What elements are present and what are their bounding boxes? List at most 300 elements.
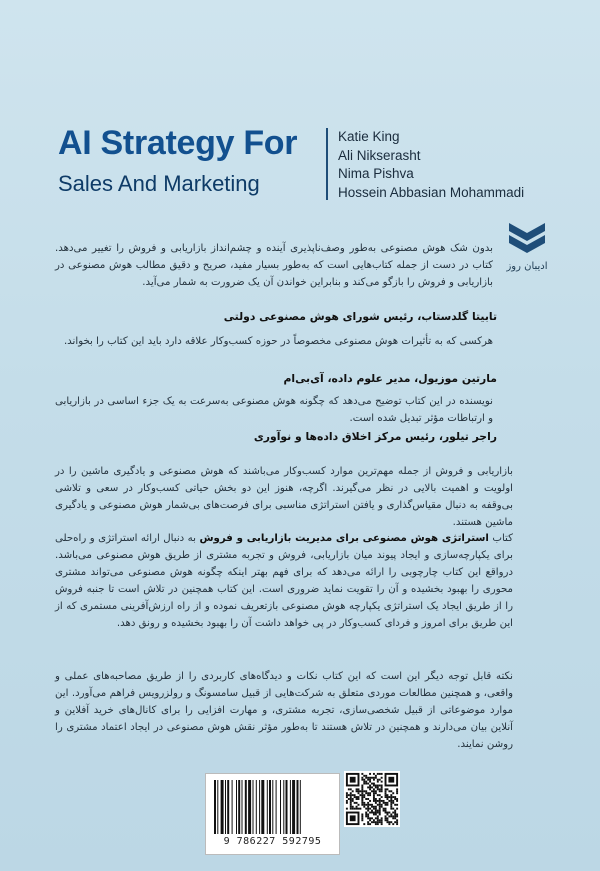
- qr-module: [379, 794, 381, 796]
- qr-module: [356, 806, 358, 808]
- qr-module: [390, 796, 392, 798]
- qr-module: [388, 796, 390, 798]
- qr-module: [375, 812, 377, 814]
- qr-module: [377, 821, 379, 823]
- qr-module: [381, 777, 383, 779]
- qr-module: [396, 788, 398, 790]
- qr-module: [375, 810, 377, 812]
- qr-module: [354, 796, 356, 798]
- qr-module: [388, 815, 390, 817]
- qr-module: [381, 823, 383, 825]
- qr-module: [373, 808, 375, 810]
- barcode-bar: [297, 780, 299, 834]
- qr-module: [361, 794, 363, 796]
- qr-module: [367, 777, 369, 779]
- qr-module: [392, 812, 394, 814]
- qr-module: [390, 800, 392, 802]
- qr-module: [358, 796, 360, 798]
- qr-module: [388, 821, 390, 823]
- qr-module: [369, 786, 371, 788]
- qr-module: [373, 794, 375, 796]
- quote-author: تابیتا گلدستاب، رئیس شورای هوش مصنوعی دولتی: [223, 310, 497, 323]
- qr-module: [354, 808, 356, 810]
- qr-module: [371, 806, 373, 808]
- qr-module: [383, 808, 385, 810]
- qr-module: [354, 802, 356, 804]
- qr-module: [356, 788, 358, 790]
- qr-module: [352, 790, 354, 792]
- qr-module: [363, 790, 365, 792]
- qr-module: [352, 808, 354, 810]
- qr-module: [369, 800, 371, 802]
- qr-module: [385, 810, 387, 812]
- qr-module: [375, 808, 377, 810]
- qr-module: [386, 798, 388, 800]
- qr-module: [377, 779, 379, 781]
- qr-module: [377, 773, 379, 775]
- quote-author: راجر تیلور، رئیس مرکز اخلاق داده‌ها و نوآوری: [253, 430, 497, 443]
- barcode-bar: [300, 780, 301, 834]
- qr-module: [346, 796, 348, 798]
- qr-module: [386, 813, 388, 815]
- qr-module: [377, 788, 379, 790]
- qr-module: [381, 819, 383, 821]
- qr-module: [388, 777, 394, 783]
- qr-module: [358, 788, 360, 790]
- qr-module: [388, 812, 390, 814]
- qr-module: [386, 804, 388, 806]
- qr-module: [358, 804, 360, 806]
- quote-author: مارتین موزیول، مدیر علوم داده، آی‌بی‌ام: [283, 372, 497, 385]
- qr-module: [356, 790, 358, 792]
- qr-module: [375, 817, 377, 819]
- qr-module: [346, 808, 348, 810]
- qr-module: [396, 819, 398, 821]
- qr-module: [361, 792, 363, 794]
- qr-module: [381, 785, 383, 787]
- barcode-bar: [269, 780, 271, 834]
- qr-module: [367, 815, 369, 817]
- qr-module: [385, 788, 387, 790]
- qr-module: [361, 813, 363, 815]
- qr-module: [363, 796, 365, 798]
- qr-module: [371, 804, 373, 806]
- qr-module: [367, 798, 369, 800]
- qr-module: [385, 812, 387, 814]
- qr-module: [388, 800, 390, 802]
- qr-module: [379, 790, 381, 792]
- qr-module: [385, 815, 387, 817]
- qr-module: [379, 779, 381, 781]
- barcode-bar: [253, 780, 254, 834]
- qr-module: [363, 783, 365, 785]
- body-paragraph: بازاریابی و فروش از جمله مهم‌ترین موارد کسب‌وکار می‌باشند که هوش مصنوعی و یادگیری ماشین را در اولویت و اهمیت بالایی در نظر می‌گیرند. اگرچه، هنوز این دو بخش حیاتی کسب‌وکار در سعی و تلاشی بی‌وقفه به دنبال مقیاس‌گذاری و یافتن استراتژی مناسبی برای فرصت‌های بی‌شمار هوش مصنوعی و یادگیری ماشین هستند.: [55, 466, 513, 528]
- qr-module: [379, 808, 381, 810]
- qr-module: [369, 794, 371, 796]
- qr-module: [369, 819, 371, 821]
- qr-module: [350, 808, 352, 810]
- qr-module: [392, 800, 394, 802]
- qr-module: [383, 800, 385, 802]
- qr-module: [371, 777, 373, 779]
- qr-module: [396, 800, 398, 802]
- qr-module: [350, 804, 352, 806]
- qr-module: [350, 800, 352, 802]
- qr-module: [367, 813, 369, 815]
- qr-module: [367, 786, 369, 788]
- qr-module: [394, 812, 396, 814]
- barcode-bar: [256, 780, 257, 834]
- qr-module: [394, 798, 396, 800]
- qr-module: [356, 802, 358, 804]
- qr-module: [350, 806, 352, 808]
- qr-module: [350, 792, 352, 794]
- qr-module: [375, 775, 377, 777]
- qr-module: [375, 798, 377, 800]
- qr-module: [373, 800, 375, 802]
- qr-module: [375, 806, 377, 808]
- qr-module: [365, 783, 367, 785]
- qr-module: [390, 794, 392, 796]
- qr-module: [381, 806, 383, 808]
- qr-module: [377, 785, 379, 787]
- qr-module: [375, 790, 377, 792]
- qr-module: [363, 775, 365, 777]
- qr-module: [375, 823, 377, 825]
- qr-module: [369, 781, 371, 783]
- book-title-persian: استراتژی هوش مصنوعی برای مدیریت بازاریابی و فروش: [199, 533, 489, 544]
- qr-module: [346, 800, 348, 802]
- qr-module: [394, 813, 396, 815]
- qr-module: [369, 788, 371, 790]
- qr-module: [377, 804, 379, 806]
- qr-module: [365, 808, 367, 810]
- qr-module: [390, 798, 392, 800]
- barcode-bar: [259, 780, 260, 834]
- qr-module: [379, 813, 381, 815]
- qr-module: [394, 804, 396, 806]
- qr-module: [367, 779, 369, 781]
- qr-module: [361, 773, 363, 775]
- qr-module: [352, 806, 354, 808]
- qr-module: [396, 792, 398, 794]
- barcode-bar: [238, 780, 240, 834]
- qr-module: [396, 808, 398, 810]
- qr-module: [385, 819, 387, 821]
- qr-module: [379, 821, 381, 823]
- barcode-bar: [221, 780, 224, 834]
- qr-module: [367, 804, 369, 806]
- qr-module: [375, 813, 377, 815]
- qr-module: [381, 781, 383, 783]
- qr-module: [361, 817, 363, 819]
- qr-module: [371, 821, 373, 823]
- qr-module: [369, 808, 371, 810]
- qr-module: [361, 815, 363, 817]
- qr-module: [369, 785, 371, 787]
- qr-module: [371, 786, 373, 788]
- qr-module: [373, 788, 375, 790]
- qr-module: [371, 790, 373, 792]
- barcode-bar: [225, 780, 226, 834]
- qr-module: [386, 796, 388, 798]
- isbn-number: 9 786227 592795: [223, 836, 322, 847]
- qr-module: [394, 817, 396, 819]
- qr-module: [361, 785, 363, 787]
- title-block: [58, 124, 297, 197]
- qr-module: [369, 804, 371, 806]
- qr-module: [377, 786, 379, 788]
- qr-module: [363, 794, 365, 796]
- intro-paragraph: بدون شک هوش مصنوعی به‌طور وصف‌ناپذیری آینده و چشم‌انداز بازاریابی و فروش را تغییر می‌دهد. کتاب در دست از جمله کتاب‌هایی است که به‌طور بسیار مفید، صریح و دقیق مطالب هوش مصنوعی در بازاریابی و فروش را بازگو می‌کند و بنابراین خواندن آن یک ضرورت به شمار می‌آید.: [55, 243, 493, 288]
- qr-module: [377, 823, 379, 825]
- qr-module: [396, 821, 398, 823]
- qr-module: [363, 806, 365, 808]
- barcode-bar: [261, 780, 264, 834]
- barcode-bar: [276, 780, 277, 834]
- qr-module: [379, 798, 381, 800]
- barcode-bar: [245, 780, 247, 834]
- qr-module: [371, 783, 373, 785]
- qr-module: [385, 792, 387, 794]
- qr-module: [365, 777, 367, 779]
- qr-module: [361, 786, 363, 788]
- qr-module: [361, 796, 363, 798]
- qr-module: [390, 808, 392, 810]
- qr-module: [346, 792, 348, 794]
- author-list: [338, 128, 524, 202]
- qr-module: [386, 821, 388, 823]
- qr-module: [356, 796, 358, 798]
- qr-module: [363, 779, 365, 781]
- qr-module: [365, 812, 367, 814]
- author-name: Ali Nikserasht: [338, 147, 421, 163]
- qr-module: [373, 785, 375, 787]
- qr-module: [358, 798, 360, 800]
- barcode-bar: [272, 780, 273, 834]
- qr-module: [377, 815, 379, 817]
- qr-module: [358, 808, 360, 810]
- qr-module: [356, 798, 358, 800]
- qr-module: [373, 792, 375, 794]
- qr-module: [367, 823, 369, 825]
- qr-module: [396, 813, 398, 815]
- qr-module: [377, 781, 379, 783]
- qr-module: [361, 800, 363, 802]
- qr-module: [373, 796, 375, 798]
- qr-module: [358, 792, 360, 794]
- qr-module: [390, 815, 392, 817]
- qr-module: [394, 821, 396, 823]
- qr-module: [361, 779, 363, 781]
- qr-module: [379, 785, 381, 787]
- qr-module: [371, 817, 373, 819]
- qr-module: [367, 806, 369, 808]
- title-divider: [326, 128, 328, 200]
- barcode-bar: [248, 780, 251, 834]
- qr-module: [361, 804, 363, 806]
- qr-module: [379, 810, 381, 812]
- qr-module: [390, 804, 392, 806]
- qr-module: [373, 779, 375, 781]
- qr-module: [392, 808, 394, 810]
- qr-module: [363, 802, 365, 804]
- qr-module: [361, 802, 363, 804]
- qr-module: [373, 806, 375, 808]
- qr-module: [373, 777, 375, 779]
- qr-module: [369, 817, 371, 819]
- qr-module: [377, 794, 379, 796]
- qr-code: [344, 771, 400, 827]
- qr-module: [379, 773, 381, 775]
- barcode-bar: [286, 780, 288, 834]
- qr-module: [375, 821, 377, 823]
- qr-module: [350, 777, 356, 783]
- qr-module: [392, 823, 394, 825]
- qr-module: [390, 806, 392, 808]
- qr-module: [394, 815, 396, 817]
- publisher-logo: [492, 215, 562, 285]
- qr-module: [386, 817, 388, 819]
- qr-module: [388, 790, 390, 792]
- barcode-bar: [227, 780, 229, 834]
- qr-module: [375, 785, 377, 787]
- qr-module: [352, 794, 354, 796]
- qr-module: [381, 804, 383, 806]
- qr-module: [385, 802, 387, 804]
- qr-module: [390, 802, 392, 804]
- author-name: Hossein Abbasian Mohammadi: [338, 184, 525, 200]
- qr-module: [367, 817, 369, 819]
- qr-module: [375, 777, 377, 779]
- author-name: Katie King: [338, 129, 400, 144]
- qr-module: [377, 819, 379, 821]
- qr-module: [369, 823, 371, 825]
- qr-module: [375, 786, 377, 788]
- qr-module: [369, 779, 371, 781]
- qr-module: [365, 775, 367, 777]
- qr-module: [381, 790, 383, 792]
- qr-module: [386, 794, 388, 796]
- qr-module: [392, 802, 394, 804]
- qr-module: [373, 783, 375, 785]
- qr-module: [348, 798, 350, 800]
- body-paragraph: کتاب استراتژی هوش مصنوعی برای مدیریت بازاریابی و فروش به دنبال ارائه استراتژی و راه‌حلی برای یکپارچه‌سازی و ایجاد پیوند میان بازاریابی، فروش و تجربه مشتری از طریق هوش مصنوعی می‌باشد. درواقع این کتاب چارچوبی را ارائه می‌دهد که برای فهم بهتر اینکه چگونه هوش مصنوعی می‌تواند مشتری محوری را بهبود بخشیده و آن را تقویت نماید ضروری است. این کتاب همچنین در تلاش است تا جنبه فروش را از طریق ایجاد یک استراتژی یکپارچه هوش مصنوعی بازتعریف نموده و از راه ارزش‌آفرینی مستمری که از این طریق برای امروز و فردای کسب‌وکار در پی خواهد داشت آن را بهبود بخشیده و رونق دهد.: [55, 533, 513, 629]
- barcode-bar: [214, 780, 216, 834]
- qr-module: [359, 794, 361, 796]
- qr-module: [373, 821, 375, 823]
- barcode-bar: [267, 780, 268, 834]
- qr-module: [386, 802, 388, 804]
- barcode-bar: [292, 780, 295, 834]
- qr-module: [381, 773, 383, 775]
- barcode-bar: [290, 780, 291, 834]
- barcode: [205, 773, 340, 855]
- qr-module: [350, 815, 356, 821]
- qr-module: [377, 812, 379, 814]
- qr-module: [365, 792, 367, 794]
- qr-module: [375, 792, 377, 794]
- qr-module: [365, 798, 367, 800]
- qr-module: [396, 798, 398, 800]
- qr-module: [390, 790, 392, 792]
- qr-module: [379, 788, 381, 790]
- qr-module: [379, 804, 381, 806]
- qr-module: [396, 815, 398, 817]
- qr-module: [371, 812, 373, 814]
- qr-module: [350, 788, 352, 790]
- qr-module: [379, 806, 381, 808]
- barcode-bar: [236, 780, 237, 834]
- qr-module: [365, 815, 367, 817]
- qr-module: [373, 798, 375, 800]
- qr-module: [394, 810, 396, 812]
- qr-module: [385, 794, 387, 796]
- qr-module: [367, 808, 369, 810]
- qr-module: [379, 819, 381, 821]
- qr-module: [369, 773, 371, 775]
- qr-module: [386, 812, 388, 814]
- qr-module: [383, 802, 385, 804]
- qr-module: [381, 817, 383, 819]
- book-chevron-icon: [505, 215, 549, 259]
- qr-module: [396, 823, 398, 825]
- qr-module: [383, 810, 385, 812]
- barcode-bar: [283, 780, 284, 834]
- barcode-bar: [217, 780, 218, 834]
- qr-module: [392, 815, 394, 817]
- qr-module: [369, 812, 371, 814]
- qr-module: [373, 813, 375, 815]
- qr-module: [377, 817, 379, 819]
- qr-module: [367, 821, 369, 823]
- qr-module: [371, 810, 373, 812]
- qr-module: [365, 781, 367, 783]
- qr-module: [363, 804, 365, 806]
- qr-module: [385, 817, 387, 819]
- qr-module: [386, 788, 388, 790]
- book-subtitle: Sales And Marketing: [58, 171, 260, 196]
- qr-module: [386, 819, 388, 821]
- qr-module: [350, 798, 352, 800]
- qr-module: [365, 813, 367, 815]
- qr-module: [392, 792, 394, 794]
- qr-module: [385, 790, 387, 792]
- barcode-bar: [280, 780, 281, 834]
- qr-module: [381, 796, 383, 798]
- qr-module: [373, 773, 375, 775]
- qr-module: [385, 808, 387, 810]
- quote-text: هرکسی که به تأثیرات هوش مصنوعی مخصوصاً در حوزه کسب‌وکار علاقه دارد باید این کتاب را بخواند.: [63, 336, 493, 347]
- quote-text: نویسنده در این کتاب توضیح می‌دهد که چگونه هوش مصنوعی به‌سرعت به یک جزء اساسی در بازاریابی و ارتباطات مؤثر تبدیل شده است.: [55, 396, 493, 424]
- qr-module: [377, 800, 379, 802]
- qr-module: [379, 812, 381, 814]
- qr-module: [373, 819, 375, 821]
- barcode-bars: [214, 780, 331, 834]
- qr-module: [390, 821, 392, 823]
- qr-module: [375, 802, 377, 804]
- qr-module: [363, 823, 365, 825]
- author-name: Nima Pishva: [338, 166, 414, 182]
- qr-module: [373, 812, 375, 814]
- qr-module: [352, 800, 354, 802]
- qr-module: [385, 796, 387, 798]
- qr-module: [367, 810, 369, 812]
- qr-module: [346, 802, 348, 804]
- qr-module: [367, 783, 369, 785]
- qr-module: [379, 802, 381, 804]
- qr-module: [373, 790, 375, 792]
